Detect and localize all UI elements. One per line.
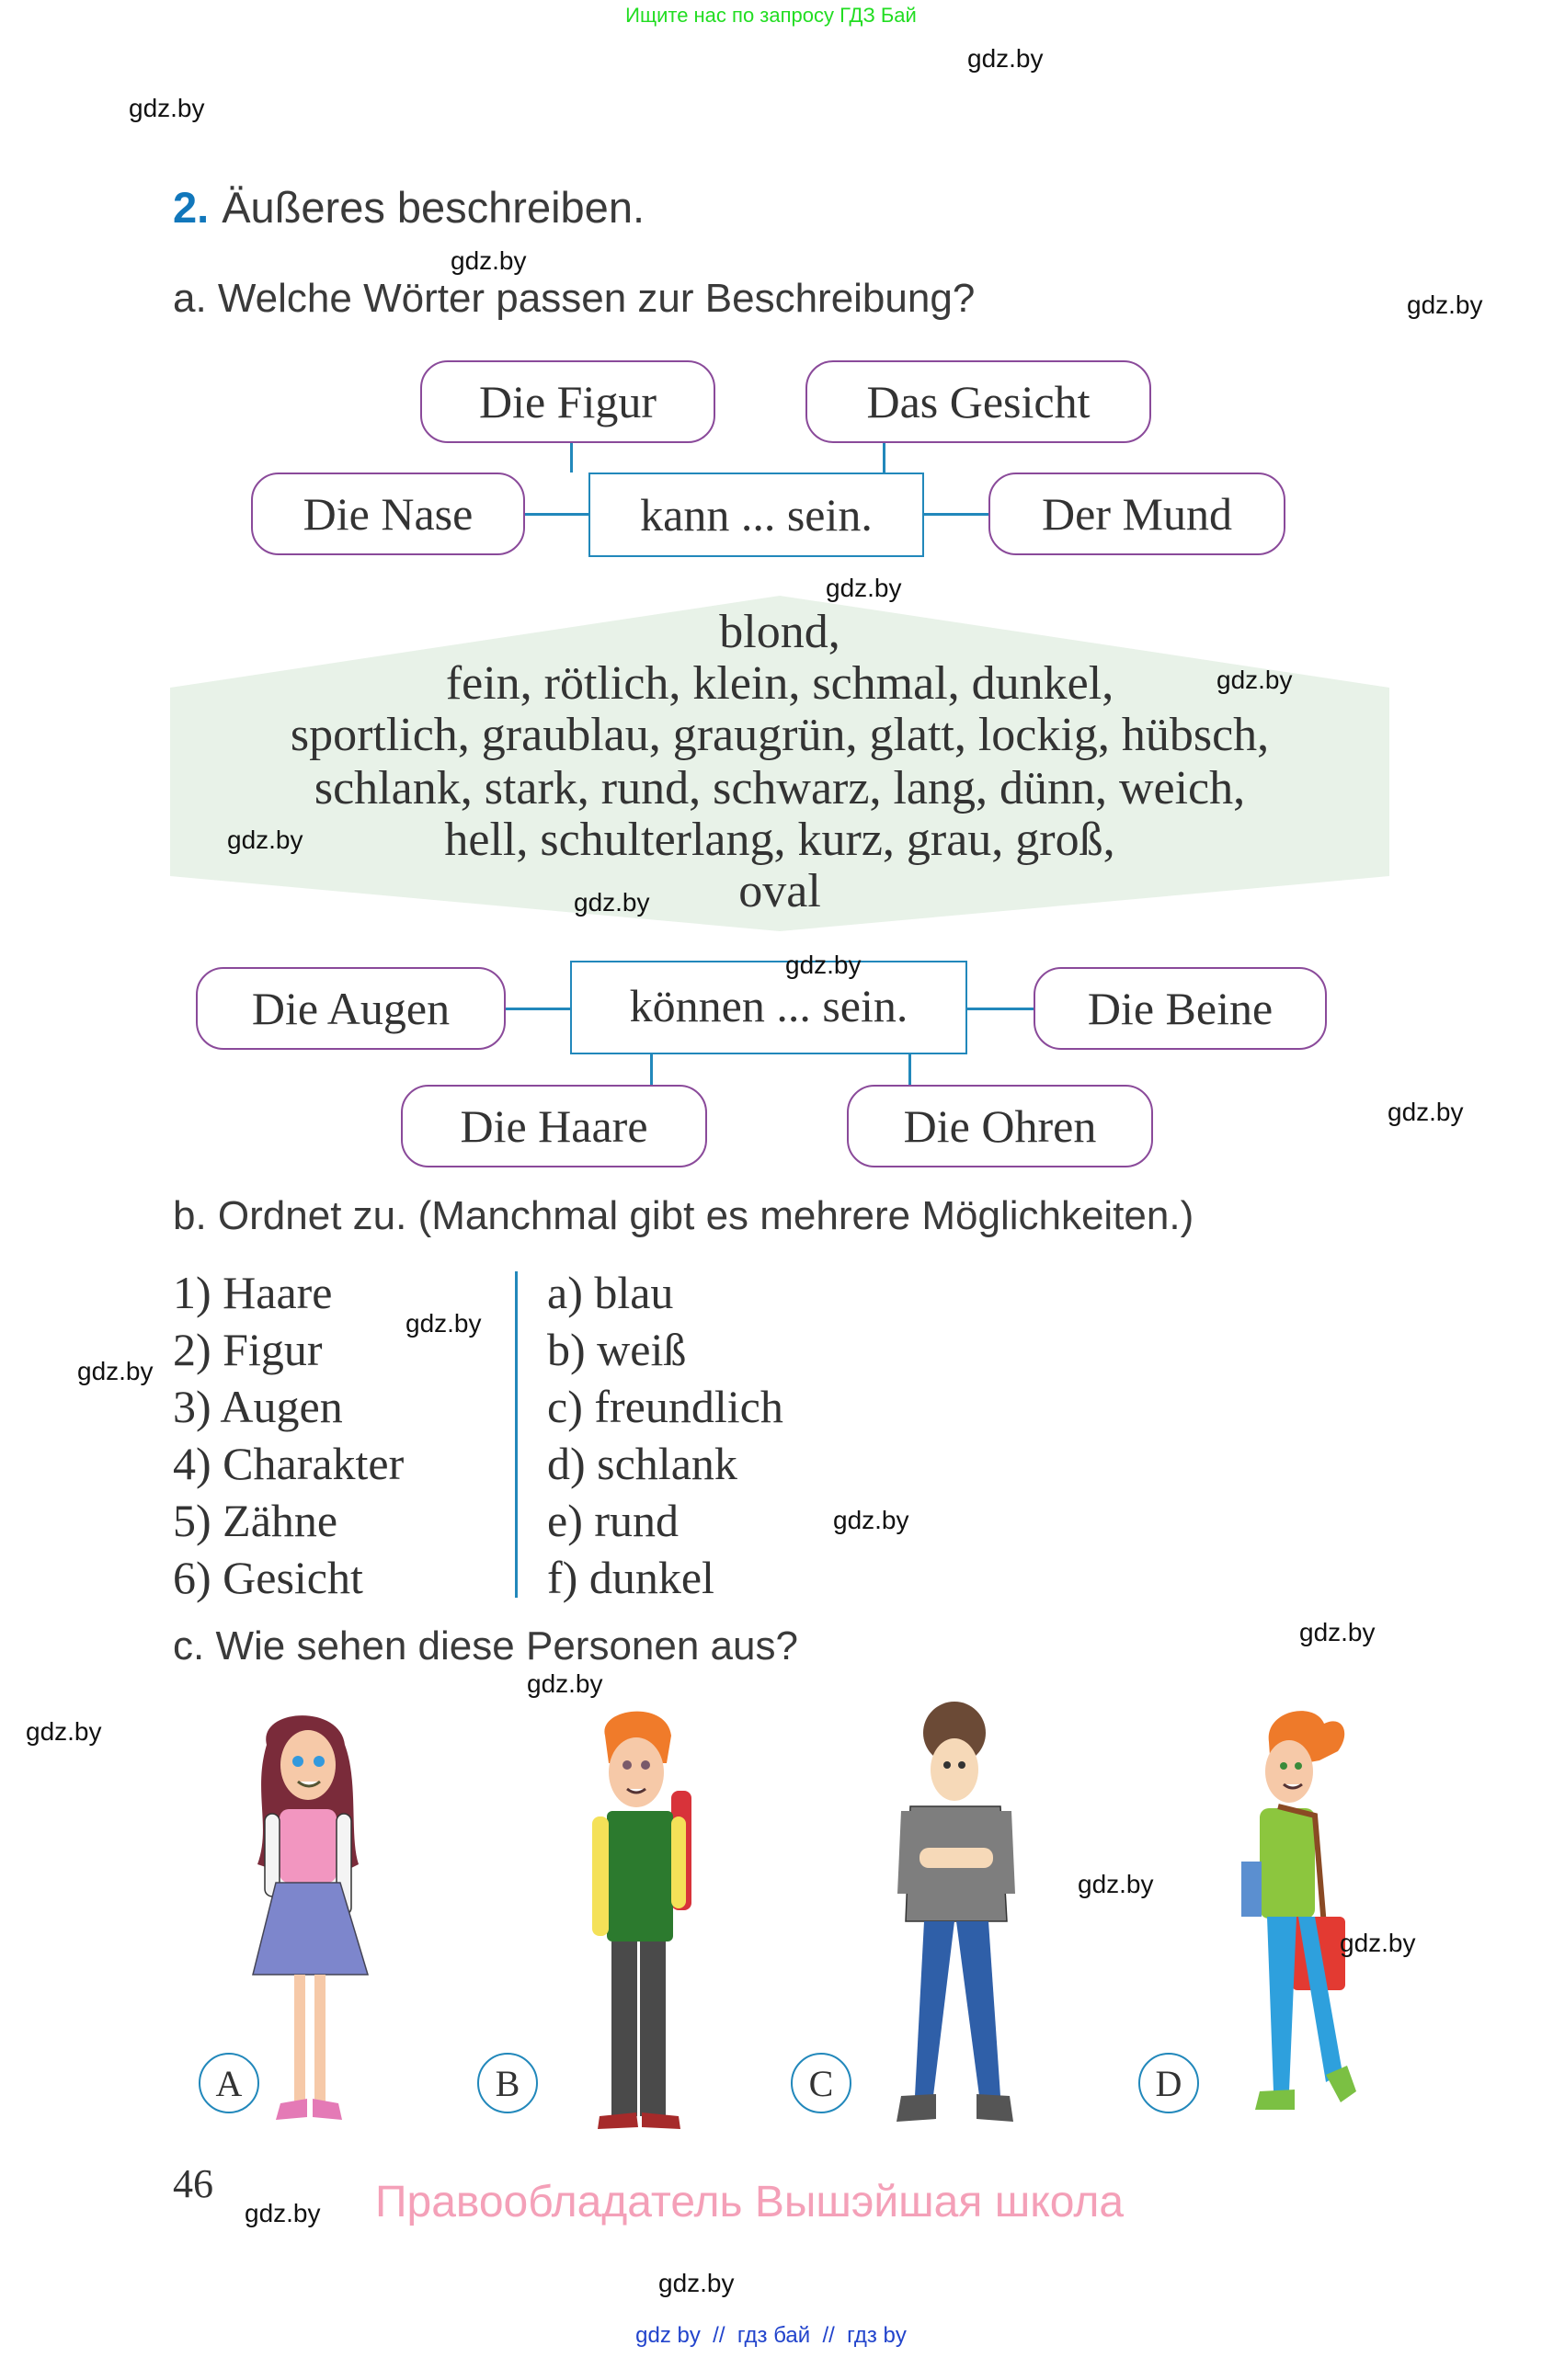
- watermark: gdz.by: [1388, 1098, 1464, 1126]
- item-key: 4): [173, 1438, 211, 1489]
- list-item: [173, 1381, 343, 1432]
- item-key: 2): [173, 1324, 211, 1375]
- column-divider: [515, 1271, 518, 1598]
- node-die-haare: Die Haare: [401, 1085, 707, 1167]
- item-word: Haare: [223, 1267, 333, 1318]
- node-die-augen: Die Augen: [196, 967, 506, 1050]
- watermark: gdz.by: [785, 951, 862, 979]
- exercise-number: 2.: [173, 183, 210, 232]
- item-key: b): [547, 1324, 586, 1375]
- node-die-nase: Die Nase: [251, 473, 525, 555]
- word-bank-line: schlank, stark, rund, schwarz, lang, dünn, weich,: [314, 762, 1246, 814]
- item-word: rund: [594, 1495, 679, 1546]
- person-label-a: A: [199, 2053, 259, 2113]
- word-bank: [170, 596, 1389, 931]
- word-bank-line: oval: [738, 865, 821, 917]
- item-key: 6): [173, 1552, 211, 1603]
- word-bank-line: sportlich, graublau, graugrün, glatt, lockig, hübsch,: [290, 709, 1270, 761]
- person-a-illustration: [230, 1708, 405, 2131]
- watermark: gdz.by: [833, 1506, 909, 1534]
- list-item: [547, 1552, 714, 1603]
- part-a-heading: a. Welche Wörter passen zur Beschreibung?: [173, 276, 976, 321]
- item-key: 1): [173, 1267, 211, 1318]
- center-koennen-sein: können ... sein.: [570, 961, 967, 1054]
- watermark: gdz.by: [129, 94, 205, 122]
- watermark: gdz.by: [245, 2199, 321, 2227]
- part-c-heading: c. Wie sehen diese Personen aus?: [173, 1623, 798, 1668]
- watermark: gdz.by: [1407, 290, 1483, 319]
- connector-line: [570, 443, 573, 473]
- watermark: gdz.by: [77, 1357, 154, 1385]
- word-bank-text: [170, 596, 1389, 931]
- item-word: freundlich: [594, 1381, 783, 1432]
- node-der-mund: Der Mund: [988, 473, 1285, 555]
- watermark: gdz.by: [227, 826, 303, 854]
- center-kann-sein: kann ... sein.: [588, 473, 924, 557]
- word-bank-line: fein, rötlich, klein, schmal, dunkel,: [445, 657, 1114, 710]
- list-item: [547, 1324, 686, 1375]
- list-item: [173, 1438, 404, 1489]
- word-bank-line: blond,: [719, 606, 840, 658]
- watermark: gdz.by: [1216, 666, 1293, 694]
- watermark: gdz.by: [405, 1309, 482, 1338]
- item-word: Gesicht: [223, 1552, 363, 1603]
- item-key: e): [547, 1495, 583, 1546]
- node-die-beine: Die Beine: [1034, 967, 1327, 1050]
- watermark: gdz.by: [527, 1669, 603, 1698]
- watermark: gdz.by: [574, 888, 650, 917]
- watermark: gdz.by: [1340, 1929, 1416, 1957]
- word-bank-line: hell, schulterlang, kurz, grau, groß,: [444, 814, 1115, 866]
- watermark: gdz.by: [826, 574, 902, 602]
- list-item: [547, 1267, 673, 1318]
- watermark: gdz.by: [967, 44, 1044, 73]
- connector-line: [525, 513, 588, 516]
- item-key: 5): [173, 1495, 211, 1546]
- list-item: [173, 1495, 337, 1546]
- watermark: gdz.by: [1078, 1870, 1154, 1898]
- node-die-ohren: Die Ohren: [847, 1085, 1153, 1167]
- list-item: [173, 1324, 323, 1375]
- connector-line: [883, 443, 885, 473]
- connector-line: [506, 1008, 570, 1010]
- item-word: blau: [594, 1267, 674, 1318]
- page-number: 46: [173, 2161, 213, 2206]
- item-key: f): [547, 1552, 578, 1603]
- watermark: gdz.by: [451, 246, 527, 275]
- person-label-d: D: [1138, 2053, 1199, 2113]
- connector-line: [908, 1054, 911, 1085]
- item-key: 3): [173, 1381, 211, 1432]
- list-item: [173, 1267, 333, 1318]
- list-item: [173, 1552, 363, 1603]
- item-word: Augen: [220, 1381, 343, 1432]
- node-das-gesicht: Das Gesicht: [805, 360, 1151, 443]
- person-d-illustration: [1223, 1705, 1379, 2128]
- item-word: schlank: [597, 1438, 737, 1489]
- watermark: gdz.by: [26, 1717, 102, 1746]
- watermark: gdz.by: [658, 2269, 735, 2297]
- top-banner[interactable]: Ищите нас по запросу ГДЗ Бай: [625, 4, 917, 27]
- connector-line: [650, 1054, 653, 1085]
- item-word: Charakter: [223, 1438, 405, 1489]
- footer-links[interactable]: gdz by // гдз бай // гдз by: [635, 2323, 907, 2348]
- list-item: [547, 1438, 737, 1489]
- connector-line: [924, 513, 988, 516]
- item-key: c): [547, 1381, 583, 1432]
- exercise-title: [173, 182, 645, 233]
- item-key: a): [547, 1267, 583, 1318]
- item-word: dunkel: [588, 1552, 714, 1603]
- person-label-b: B: [477, 2053, 538, 2113]
- node-die-figur: Die Figur: [420, 360, 715, 443]
- rights-holder: Правообладатель Вышэйшая школа: [375, 2178, 1125, 2226]
- list-item: [547, 1495, 679, 1546]
- exercise-title-text: Äußeres beschreiben.: [222, 183, 645, 232]
- item-word: Figur: [223, 1324, 323, 1375]
- person-c-illustration: [883, 1701, 1030, 2133]
- item-key: d): [547, 1438, 586, 1489]
- part-b-heading: b. Ordnet zu. (Manchmal gibt es mehrere Möglichkeiten.): [173, 1193, 1194, 1238]
- watermark: gdz.by: [1299, 1618, 1376, 1646]
- list-item: [547, 1381, 783, 1432]
- person-label-c: C: [791, 2053, 851, 2113]
- person-b-illustration: [579, 1708, 708, 2131]
- connector-line: [967, 1008, 1034, 1010]
- item-word: weiß: [597, 1324, 687, 1375]
- item-word: Zähne: [223, 1495, 338, 1546]
